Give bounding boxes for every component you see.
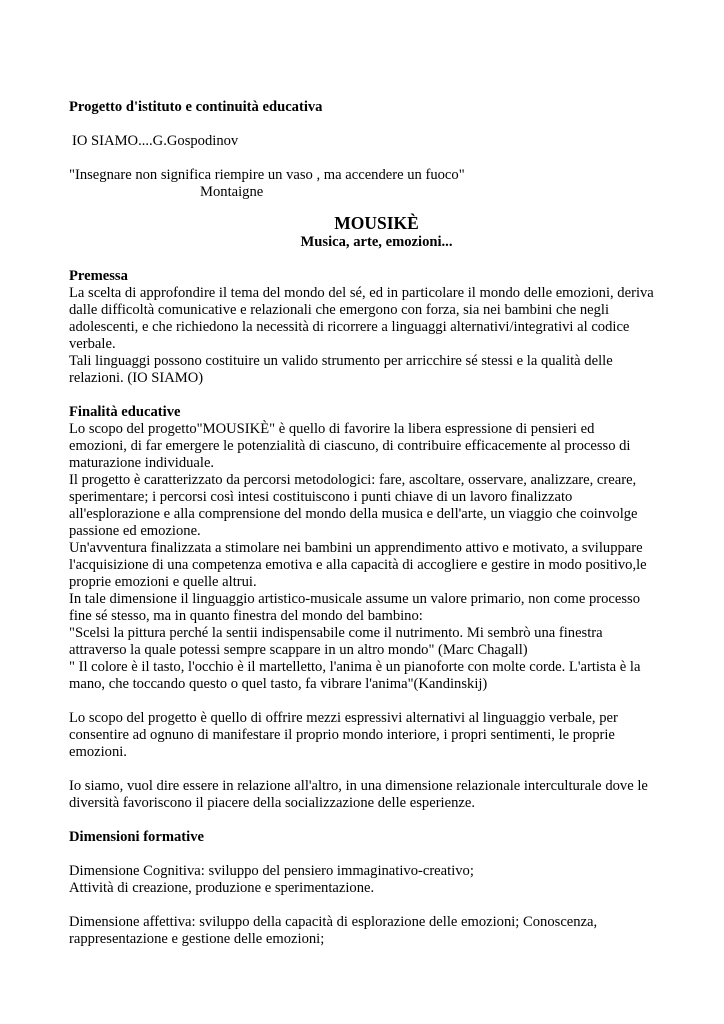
paragraph-io-siamo <box>69 778 684 812</box>
section-heading: Premessa <box>69 268 128 284</box>
text-line: Dimensione affettiva: sviluppo della capacità di esplorazione delle emozioni; Conoscenza, <box>69 914 598 930</box>
text-line: l'acquisizione di una competenza emotiva e alla capacità di accogliere e gestire in modo positivo,le <box>69 557 647 573</box>
text-line: attraverso la quale potessi sempre scappare in un altro mondo" (Marc Chagall) <box>69 642 528 658</box>
text-line: fine sé stesso, ma in quanto finestra del mondo del bambino: <box>69 608 423 624</box>
text-line: passione ed emozione. <box>69 523 201 539</box>
epigraph-author: Montaigne <box>200 184 264 200</box>
text-line: emozioni, di far emergere le potenzialità di ciascuno, di contribuire efficacemente al processo di <box>69 438 631 454</box>
text-line: consentire ad ognuno di manifestare il proprio mondo interiore, i propri sentimenti, le proprie <box>69 727 615 743</box>
text-line: adolescenti, e che richiedono la necessità di ricorrere a linguaggi alternativi/integrativi al codice <box>69 319 630 335</box>
text-line: diversità favoriscono il piacere della socializzazione delle esperienze. <box>69 795 475 811</box>
text-line: Lo scopo del progetto"MOUSIKÈ" è quello di favorire la libera espressione di pensieri ed <box>69 421 595 437</box>
project-title: Progetto d'istituto e continuità educativa <box>69 99 323 115</box>
section-heading: Finalità educative <box>69 404 181 420</box>
text-line: maturazione individuale. <box>69 455 215 471</box>
section-heading: Dimensioni formative <box>69 829 204 845</box>
text-line: rappresentazione e gestione delle emozioni; <box>69 931 325 947</box>
text-line: Il progetto è caratterizzato da percorsi metodologici: fare, ascoltare, osservare, analizzare, creare, <box>69 472 637 488</box>
text-line: verbale. <box>69 336 116 352</box>
section-premessa <box>69 268 684 387</box>
text-line: In tale dimensione il linguaggio artistico-musicale assume un valore primario, non come processo <box>69 591 641 607</box>
text-line: " Il colore è il tasto, l'occhio è il martelletto, l'anima è un pianoforte con molte corde. L'artista è la <box>69 659 641 675</box>
text-line: mano, che toccando questo o quel tasto, fa vibrare l'anima"(Kandinskij) <box>69 676 488 692</box>
text-line: proprie emozioni e quelle altrui. <box>69 574 257 590</box>
text-line: Lo scopo del progetto è quello di offrire mezzi espressivi alternativi al linguaggio verbale, per <box>69 710 618 726</box>
paragraph-cognitiva <box>69 863 684 897</box>
text-line: Tali linguaggi possono costituire un valido strumento per arricchire sé stessi e la qualità delle <box>69 353 613 369</box>
text-line: "Scelsi la pittura perché la sentii indispensabile come il nutrimento. Mi sembrò una finestra <box>69 625 603 641</box>
text-line: Dimensione Cognitiva: sviluppo del pensiero immaginativo-creativo; <box>69 863 474 879</box>
text-line: relazioni. (IO SIAMO) <box>69 370 204 386</box>
section-finalita <box>69 404 684 693</box>
text-line: La scelta di approfondire il tema del mondo del sé, ed in particolare il mondo delle emozioni, deriva <box>69 285 654 301</box>
paragraph-affettiva <box>69 914 684 948</box>
paragraph-scopo <box>69 710 684 761</box>
text-line: Attività di creazione, produzione e sperimentazione. <box>69 880 375 896</box>
epigraph-quote: "Insegnare non significa riempire un vaso , ma accendere un fuoco" <box>69 167 465 183</box>
text-line: Un'avventura finalizzata a stimolare nei bambini un apprendimento attivo e motivato, a sviluppare <box>69 540 643 556</box>
document-title: MOUSIKÈ <box>334 213 419 233</box>
document-subtitle: Musica, arte, emozioni... <box>300 234 453 250</box>
text-line: all'esplorazione e alla comprensione del mondo della musica e dell'arte, un viaggio che coinvolge <box>69 506 638 522</box>
text-line: sperimentare; i percorsi così intesi costituiscono i punti chiave di un lavoro finalizzato <box>69 489 573 505</box>
text-line: emozioni. <box>69 744 127 760</box>
author-line: IO SIAMO....G.Gospodinov <box>72 133 239 149</box>
text-line: Io siamo, vuol dire essere in relazione all'altro, in una dimensione relazionale interculturale dove le <box>69 778 648 794</box>
text-line: dalle difficoltà comunicative e relazionali che emergono con forza, sia nei bambini che negli <box>69 302 610 318</box>
section-dimensioni <box>69 829 684 846</box>
